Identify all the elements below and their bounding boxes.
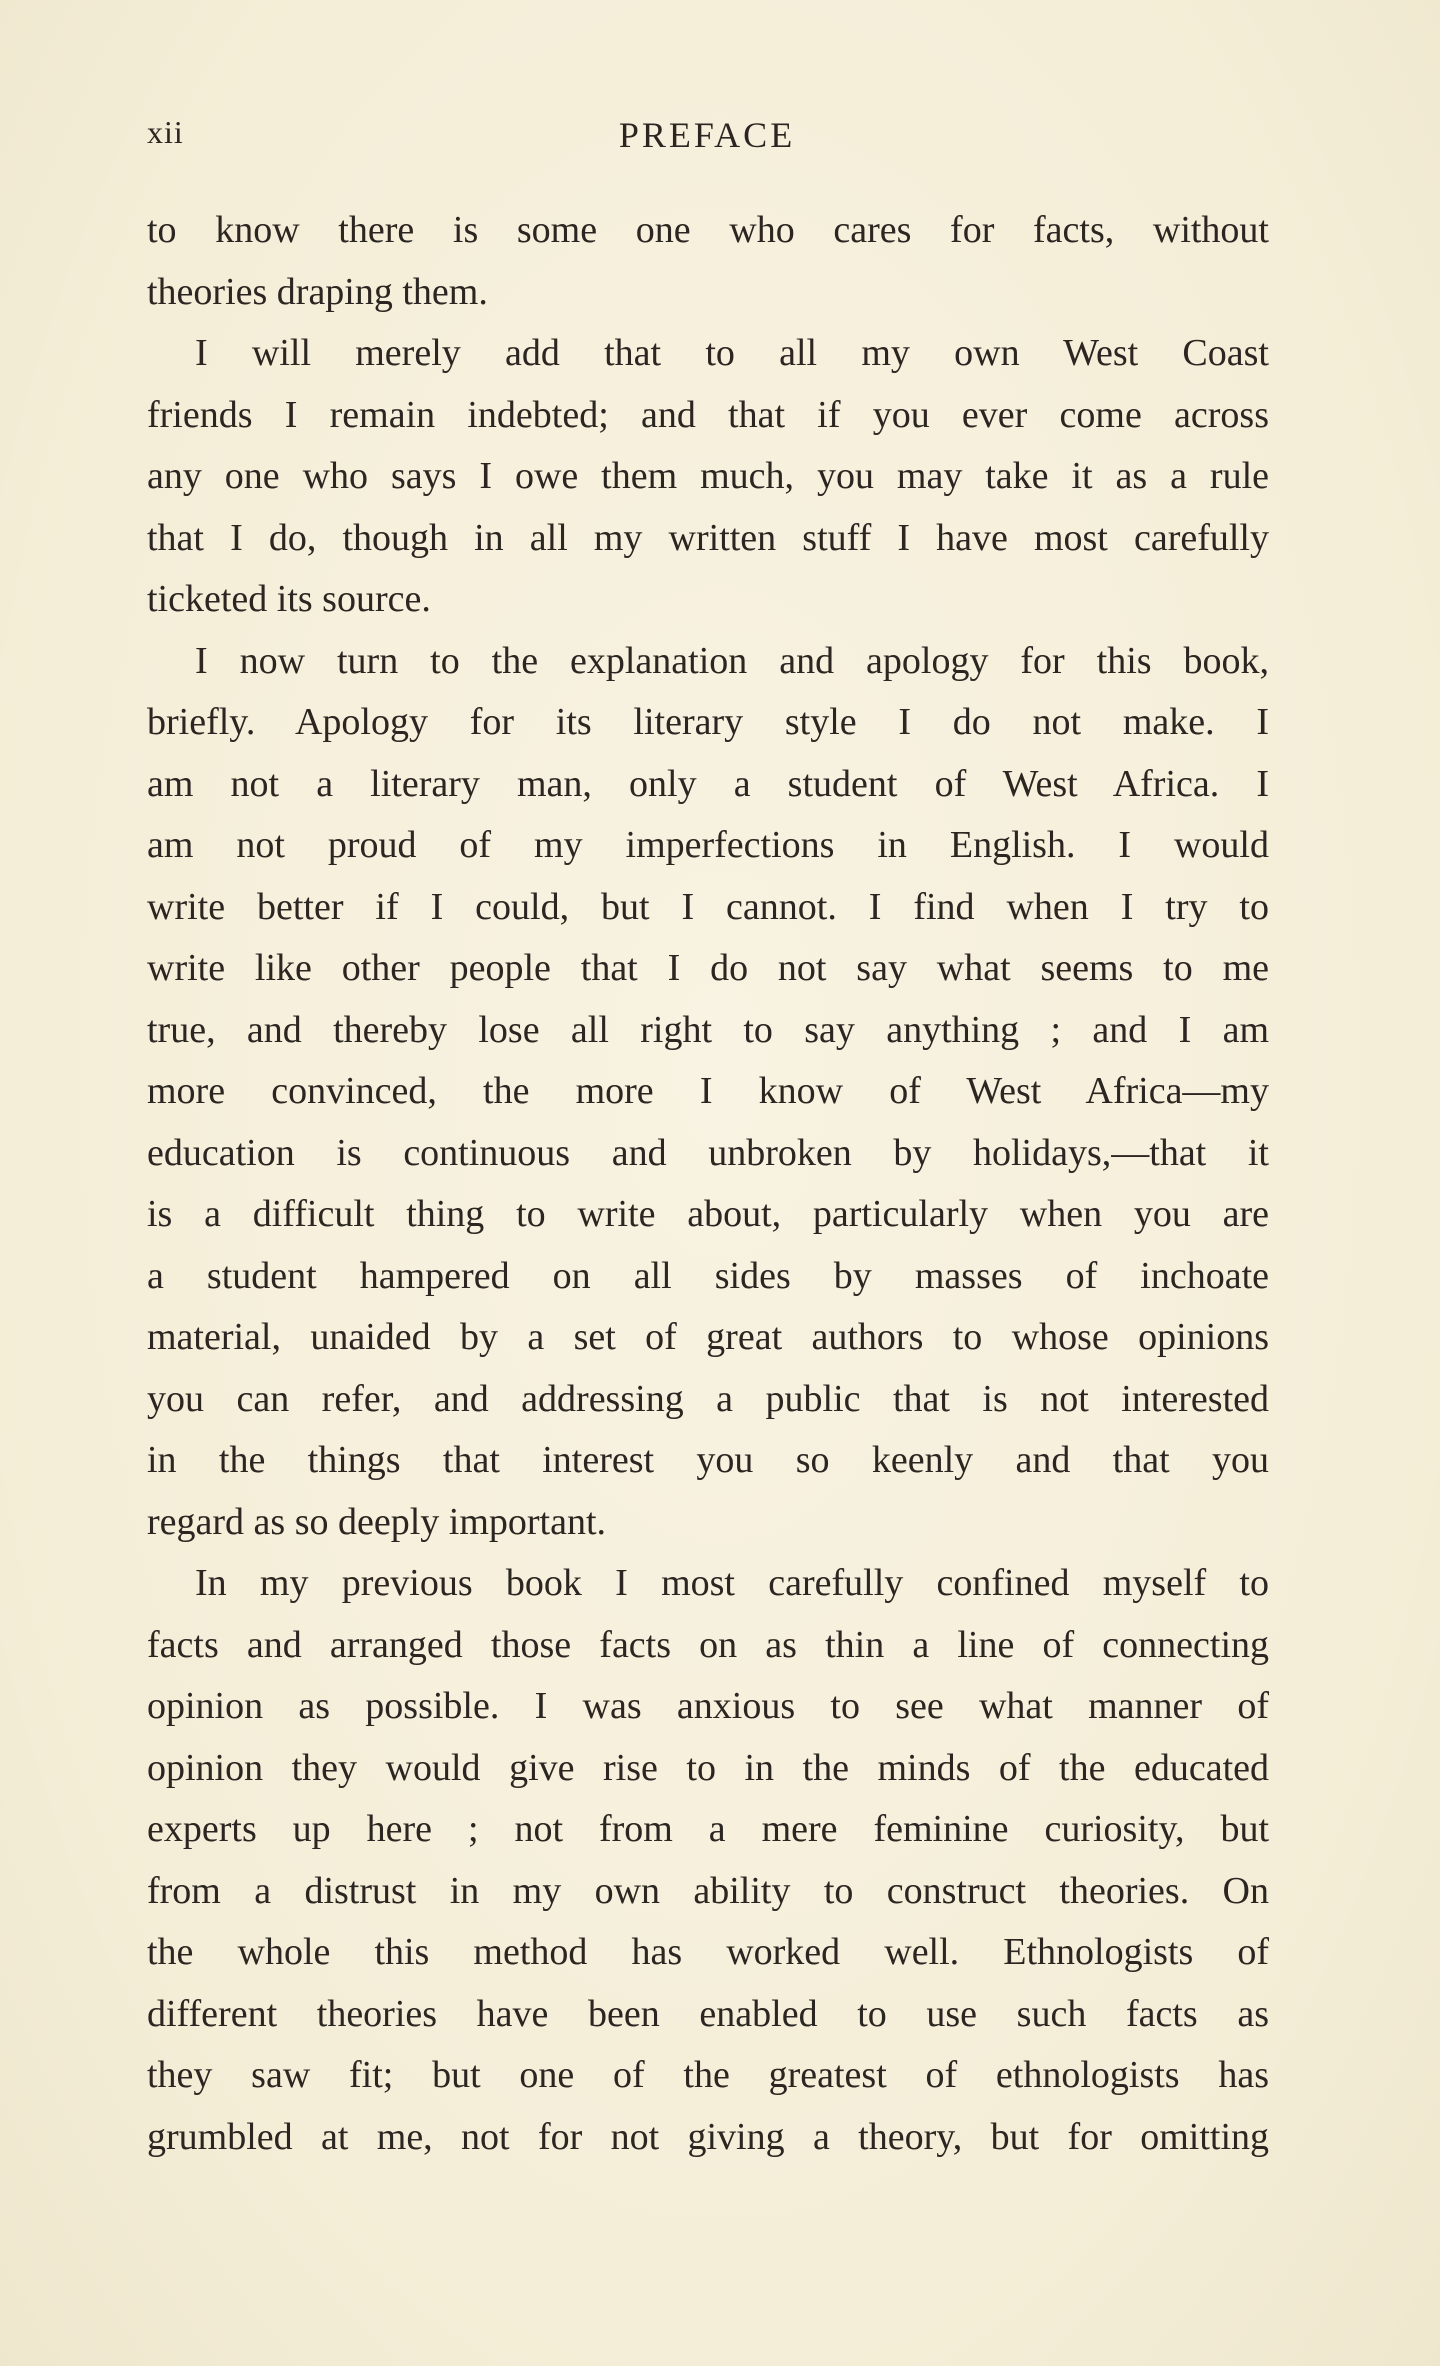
text-line: theories draping them. [147,270,488,313]
text-line: any one who says I owe them much, you may take it as a rule [147,455,1269,497]
text-line: briefly. Apology for its literary style I do not make. I [147,701,1269,743]
text-line: opinion they would give rise to in the minds of the educated [147,1746,1269,1789]
text-line: I now turn to the explanation and apology for this book, [195,639,1269,682]
body-text [147,200,1269,2168]
text-line: facts and arranged those facts on as thin a line of connecting [147,1623,1269,1666]
text-line: different theories have been enabled to use such facts as [147,1992,1269,2035]
text-line: education is continuous and unbroken by holidays,—that it [147,1131,1269,1174]
text-line: is a difficult thing to write about, particularly when you are [147,1193,1269,1235]
text-line: I will merely add that to all my own West Coast [195,332,1269,374]
text-line: regard as so deeply important. [147,1500,607,1543]
text-line: material, unaided by a set of great authors to whose opinions [147,1316,1269,1358]
text-line: write like other people that I do not say what seems to me [147,947,1269,989]
running-head: PREFACE [618,115,796,155]
page-header [147,110,1267,170]
text-line: grumbled at me, not for not giving a theory, but for omitting [147,2115,1269,2158]
text-line: that I do, though in all my written stuff I have most carefully [147,516,1269,559]
text-line: to know there is some one who cares for facts, without [147,209,1269,251]
text-line: am not proud of my imperfections in English. I would [147,824,1269,866]
text-line: In my previous book I most carefully confined myself to [195,1562,1269,1604]
text-line: they saw fit; but one of the greatest of ethnologists has [147,2054,1269,2096]
text-line: ticketed its source. [147,578,431,620]
text-line: friends I remain indebted; and that if you ever come across [147,393,1269,436]
text-line: experts up here ; not from a mere feminine curiosity, but [147,1808,1269,1850]
page-number: xii [147,114,184,150]
text-line: am not a literary man, only a student of West Africa. I [147,762,1269,805]
text-line: more convinced, the more I know of West Africa—my [147,1070,1269,1112]
text-line: write better if I could, but I cannot. I find when I try to [147,885,1269,928]
text-line: the whole this method has worked well. Ethnologists of [147,1931,1269,1973]
text-line: you can refer, and addressing a public that is not interested [147,1377,1269,1420]
text-line: true, and thereby lose all right to say anything ; and I am [147,1008,1269,1051]
text-line: opinion as possible. I was anxious to see what manner of [147,1685,1269,1727]
text-line: a student hampered on all sides by masses of inchoate [147,1254,1269,1297]
text-line: in the things that interest you so keenly and that you [147,1439,1269,1481]
text-line: from a distrust in my own ability to construct theories. On [147,1869,1269,1912]
